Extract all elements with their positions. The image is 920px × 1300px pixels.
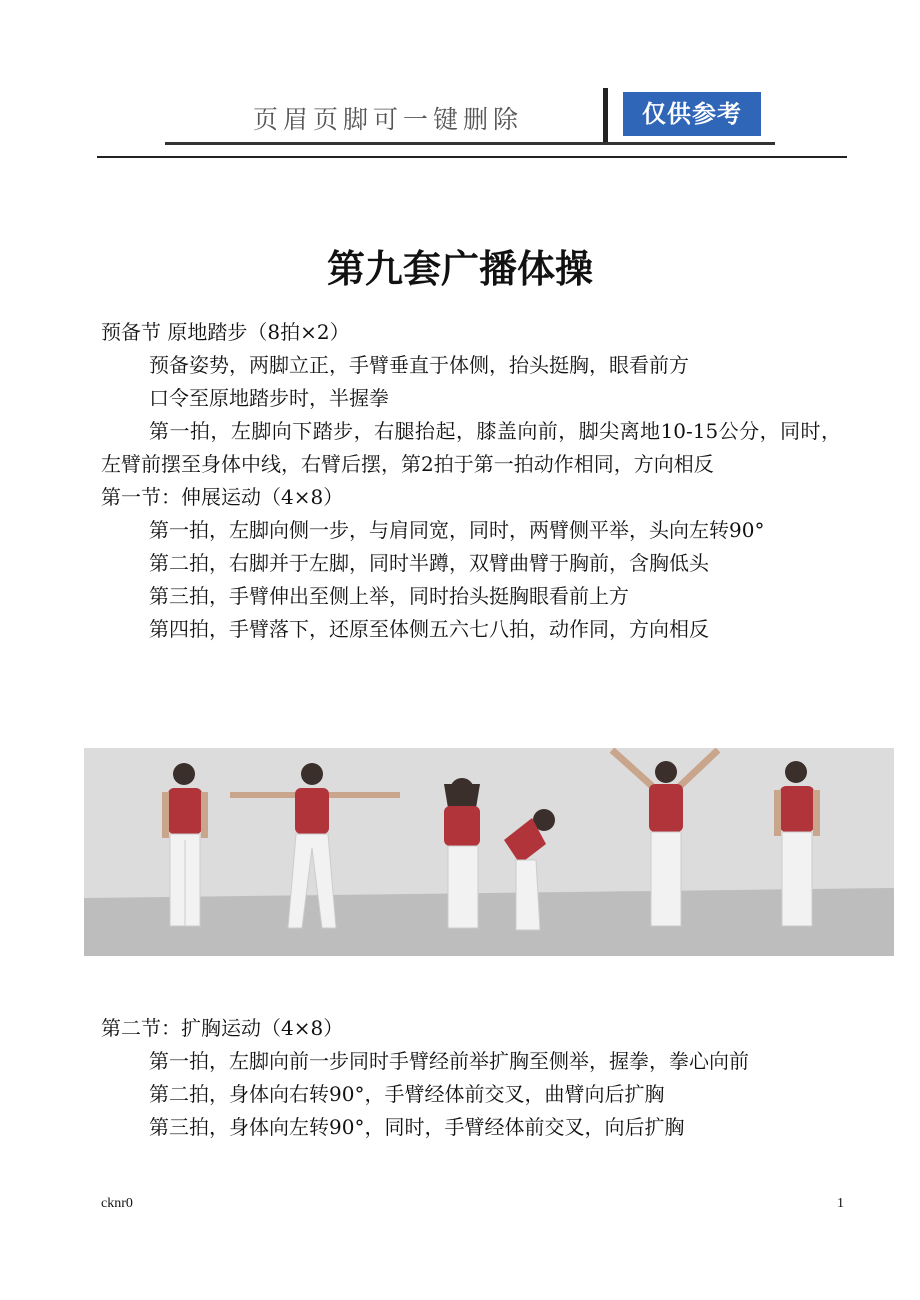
- section-prep-p1: 预备姿势，两脚立正，手臂垂直于体侧，抬头挺胸，眼看前方: [149, 353, 689, 377]
- section-prep-p3: 第一拍，左脚向下踏步，右腿抬起，膝盖向前，脚尖离地10-15公分，同时，左臂前摆至身体中线，右臂后摆，第2拍于第一拍动作相同，方向相反: [101, 419, 841, 476]
- figure-head-down: [444, 778, 480, 928]
- text-block-lower: [101, 1012, 841, 1144]
- text-block-upper: [101, 316, 841, 646]
- reference-only-badge: 仅供参考: [623, 92, 761, 136]
- section-2-p3: 第三拍，身体向左转90°，同时，手臂经体前交叉，向后扩胸: [149, 1115, 685, 1139]
- section-1-p2: 第二拍，右脚并于左脚，同时半蹲，双臂曲臂于胸前，含胸低头: [149, 551, 709, 575]
- header-underline: [165, 142, 775, 145]
- section-2-p1: 第一拍，左脚向前一步同时手臂经前举扩胸至侧举，握拳，拳心向前: [149, 1049, 749, 1073]
- section-2-heading: 第二节：扩胸运动（4×8）: [101, 1016, 344, 1040]
- page-number: 1: [837, 1196, 844, 1211]
- header-banner: [165, 88, 775, 146]
- section-1-heading: 第一节：伸展运动（4×8）: [101, 485, 344, 509]
- header-rule: [97, 156, 847, 158]
- header-divider: [603, 88, 608, 144]
- document-title: 第九套广播体操: [326, 247, 593, 291]
- header-banner-text: 页眉页脚可一键删除: [253, 105, 524, 134]
- footer-label: cknr0: [101, 1196, 133, 1211]
- section-1-p4: 第四拍，手臂落下，还原至体侧五六七八拍，动作同，方向相反: [149, 617, 709, 641]
- section-1-p3: 第三拍，手臂伸出至侧上举，同时抬头挺胸眼看前上方: [149, 584, 629, 608]
- section-prep-p2: 口令至原地踏步时，半握拳: [149, 386, 389, 410]
- section-2-p2: 第二拍，身体向右转90°，手臂经体前交叉，曲臂向后扩胸: [149, 1082, 665, 1106]
- section-prep-heading: 预备节 原地踏步（8拍×2）: [101, 320, 350, 344]
- exercise-photo-strip: [84, 748, 894, 956]
- photo-floor: [84, 888, 894, 956]
- section-1-p1: 第一拍，左脚向侧一步，与肩同宽，同时，两臂侧平举，头向左转90°: [149, 518, 765, 542]
